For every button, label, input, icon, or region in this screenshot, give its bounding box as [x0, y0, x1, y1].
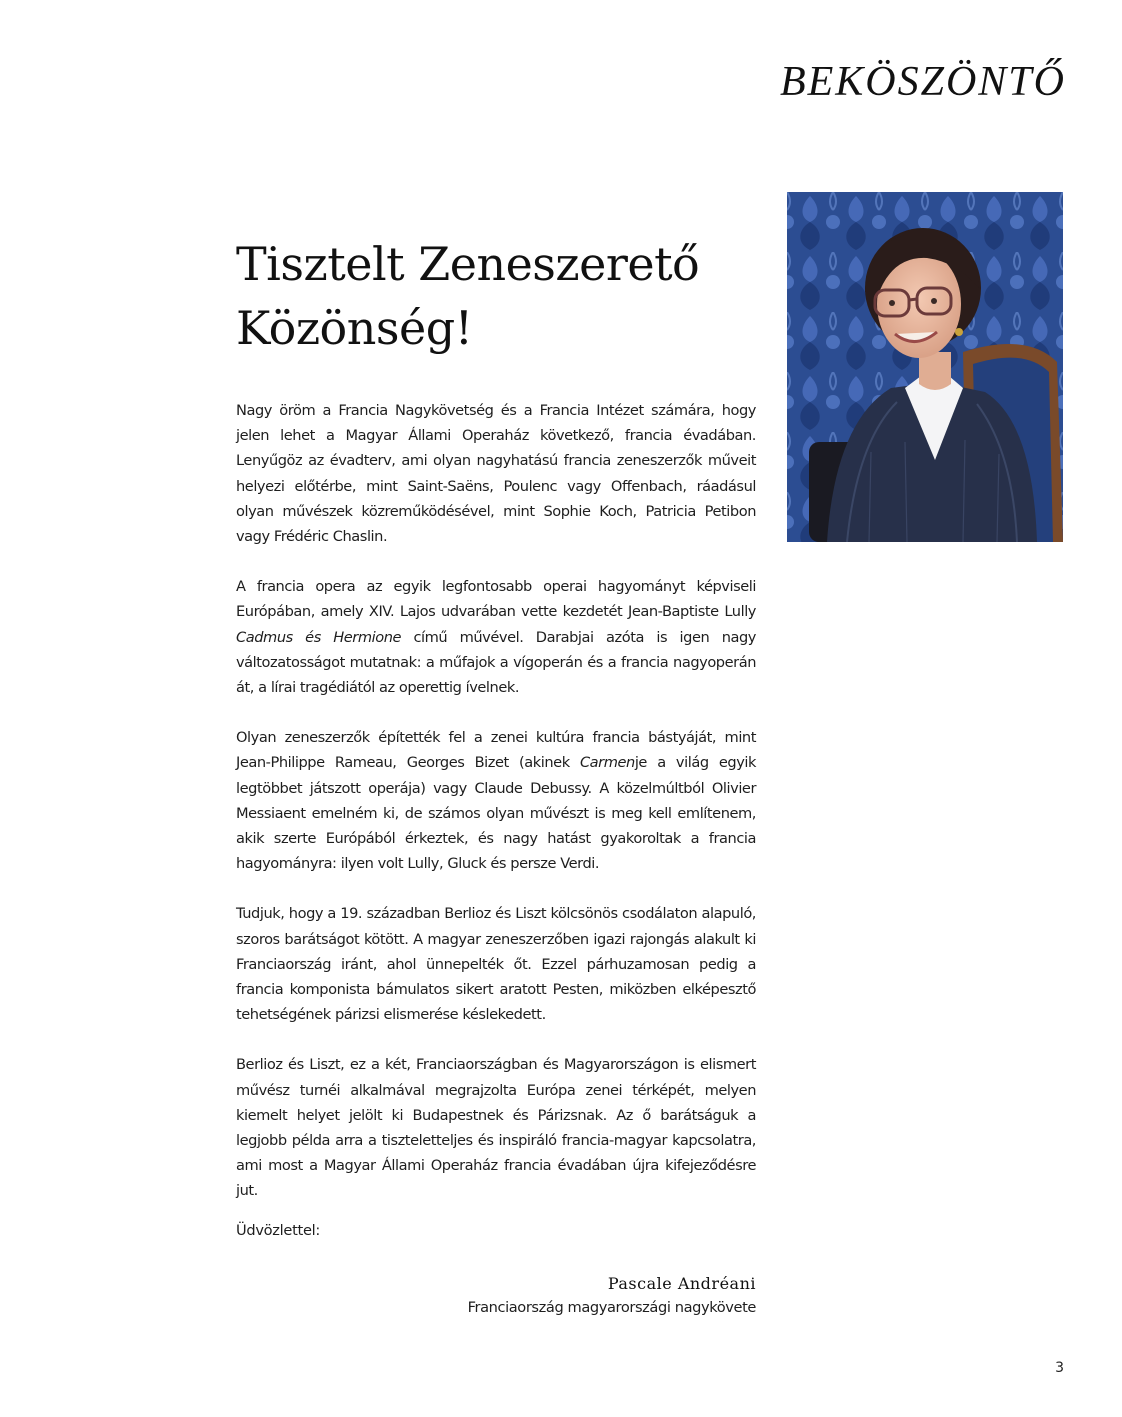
work-title-carmen: Carmen: [579, 754, 635, 772]
signatory-title: Franciaország magyarországi nagykövete: [467, 1299, 756, 1316]
signature-block: [468, 1274, 756, 1316]
ambassador-portrait-photo: [787, 192, 1063, 542]
paragraph-4: Tudjuk, hogy a 19. században Berlioz és Liszt kölcsönös csodálaton alapuló, szoros barátságot kötött. A magyar zeneszerzőben igazi rajongás alakult ki Franciaország iránt, ahol ünnepelték őt. Ezzel párhuzamosan pedig a francia komponista bámulatos sikert aratott Pesten, miközben elképesztő tehetségének párizsi elismerése késlekedett.: [236, 905, 756, 1024]
paragraph-5: Berlioz és Liszt, ez a két, Franciaországban és Magyarországon is elismert művész turnéi alkalmával megrajzolta Európa zenei térképét, melyen kiemelt helyet jelölt ki Budapestnek és Párizsnak. Az ő barátságuk a legjobb példa arra a tiszteletteljes és inspiráló francia-magyar kapcsolatra, ami most a Magyar Állami Operaház francia évadában újra kifejeződésre jut.: [236, 1056, 756, 1200]
paragraph-3: Olyan zeneszerzők építették fel a zenei kultúra francia bástyáját, mint Jean-Philippe Rameau, Georges Bizet (akinek Carmenje a világ egyik legtöbbet játszott operája) vagy Claude Debussy. A közelmúltból Olivier Messiaent emelném ki, de számos olyan művészt is meg kell említenem, akik szerte Európából érkeztek, és nagy hatást gyakoroltak a francia hagyományra: ilyen volt Lully, Gluck és persze Verdi.: [236, 729, 756, 873]
closing-greeting: Üdvözlettel:: [236, 1222, 320, 1239]
headline-line-2: Közönség!: [236, 301, 473, 355]
page-number: 3: [1055, 1360, 1064, 1376]
paragraph-2: A francia opera az egyik legfontosabb operai hagyományt képviseli Európában, amely XIV. Lajos udvarában vette kezdetét Jean-Baptiste Lully Cadmus és Hermione című művével. Darabjai azóta is igen nagy változatosságot mutatnak: a műfajok a vígoperán és a francia nagyoperán át, a lírai tragédiától az operettig ívelnek.: [236, 578, 756, 697]
page-headline: [236, 232, 776, 360]
signatory-name: Pascale Andréani: [607, 1274, 756, 1293]
letter-body: [236, 398, 756, 1229]
work-title-cadmus: Cadmus és Hermione: [236, 628, 402, 646]
section-title: BEKÖSZÖNTŐ: [779, 59, 1066, 105]
headline-line-1: Tisztelt Zeneszerető: [236, 237, 700, 291]
paragraph-1: Nagy öröm a Francia Nagykövetség és a Francia Intézet számára, hogy jelen lehet a Magyar Állami Operaház következő, francia évadában. Lenyűgöz az évadterv, ami olyan nagyhatású francia zeneszerzők műveit helyezi előtérbe, mint Saint-Saëns, Poulenc vagy Offenbach, ráadásul olyan művészek közreműködésével, mint Sophie Koch, Patricia Petibon vagy Frédéric Chaslin.: [236, 402, 756, 546]
